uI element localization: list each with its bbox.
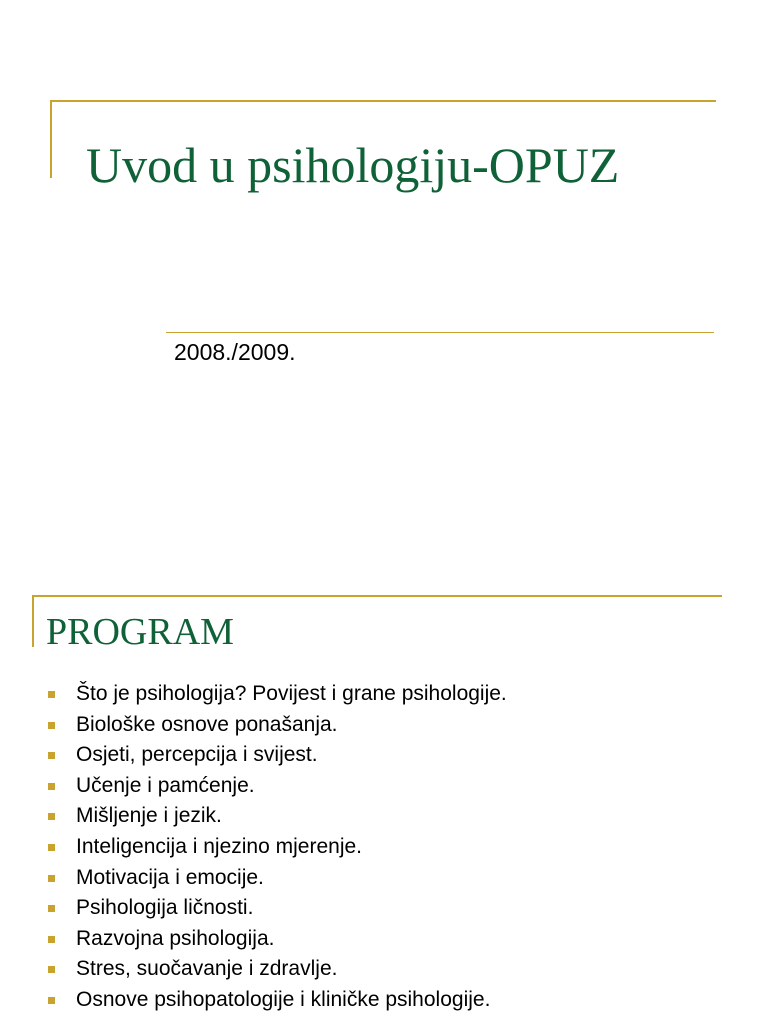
list-item [46, 832, 507, 863]
list-item [46, 985, 507, 1016]
list-item-text: Inteligencija i njezino mjerenje. [76, 834, 362, 858]
program-list [46, 679, 507, 1016]
square-bullet-icon [48, 783, 55, 790]
square-bullet-icon [48, 844, 55, 851]
list-item-text: Osnove psihopatologije i kliničke psihologije. [76, 987, 491, 1011]
frame-left-line [50, 100, 52, 178]
list-item-text: Mišljenje i jezik. [76, 804, 222, 828]
list-item [46, 740, 507, 771]
program-slide [0, 560, 768, 1024]
list-item-text: Osjeti, percepcija i svijest. [76, 743, 318, 767]
frame-top-line [32, 595, 722, 597]
list-item-text: Učenje i pamćenje. [76, 773, 255, 797]
list-item [46, 893, 507, 924]
list-item-text: Razvojna psihologija. [76, 926, 275, 950]
list-item [46, 863, 507, 894]
square-bullet-icon [48, 752, 55, 759]
square-bullet-icon [48, 875, 55, 882]
square-bullet-icon [48, 691, 55, 698]
frame-top-line [50, 100, 716, 102]
slide-subtitle: 2008./2009. [174, 339, 296, 365]
square-bullet-icon [48, 966, 55, 973]
list-item-text: Psihologija ličnosti. [76, 896, 254, 920]
list-item [46, 924, 507, 955]
list-item-text: Stres, suočavanje i zdravlje. [76, 957, 338, 981]
slide-title: Uvod u psihologiju-OPUZ [86, 137, 620, 193]
title-divider [166, 332, 714, 333]
square-bullet-icon [48, 997, 55, 1004]
list-item [46, 954, 507, 985]
square-bullet-icon [48, 905, 55, 912]
list-item-text: Motivacija i emocije. [76, 865, 264, 889]
square-bullet-icon [48, 936, 55, 943]
square-bullet-icon [48, 722, 55, 729]
list-item-text: Što je psihologija? Povijest i grane psihologije. [76, 682, 507, 705]
frame-left-line [32, 595, 34, 647]
list-item-text: Biološke osnove ponašanja. [76, 712, 338, 736]
program-title: PROGRAM [46, 611, 234, 653]
square-bullet-icon [48, 813, 55, 820]
list-item [46, 771, 507, 802]
list-item [46, 679, 507, 710]
list-item [46, 801, 507, 832]
list-item [46, 710, 507, 741]
